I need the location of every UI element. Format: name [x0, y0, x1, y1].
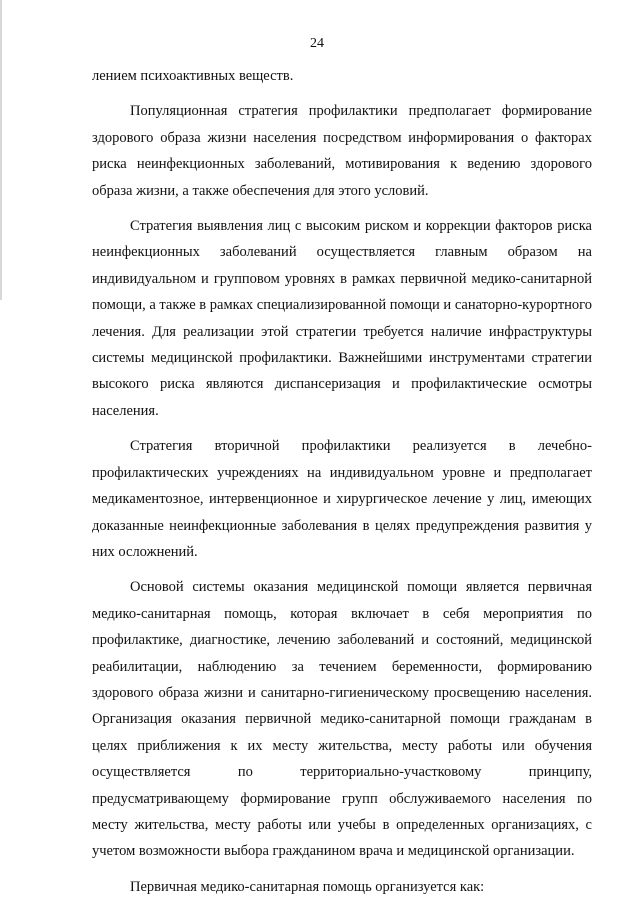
paragraph-population-strategy: Популяционная стратегия профилактики предполагает формирование здорового образа жизни населения посредством информирования о факторах риска неинфекционных заболеваний, мотивирования к ведению здорового образа жизни, а также обеспечения для этого условий.: [92, 103, 592, 199]
page-body: [92, 63, 592, 900]
paragraph-secondary-prevention: Стратегия вторичной профилактики реализуется в лечебно-профилактических учреждениях на индивидуальном уровне и предполагает медикаментозное, интервенционное и хирургическое лечение у лиц, имеющих доказанные неинфекционные заболевания в целях предупреждения развития у них осложнений.: [92, 438, 592, 560]
page-number: 24: [310, 36, 324, 51]
paragraph-continuation: лением психоактивных веществ.: [92, 68, 294, 84]
paragraph-primary-care-organization: Первичная медико-санитарная помощь организуется как:: [130, 878, 485, 895]
paragraph-primary-care: Основой системы оказания медицинской помощи является первичная медико-санитарная помощь, которая включает в себя мероприятия по профилактике, диагностике, лечению заболеваний и состояний, медицинской реабилитации, наблюдению за течением беременности, формированию здорового образа жизни и санитарно-гигиеническому просвещению населения. Организация оказания первичной медико-санитарной помощи гражданам в целях приближения к их месту жительства, месту работы или обучения осуществляется по территориально-участковому принципу, предусматривающему формирование групп обслуживаемого населения по месту жительства, месту работы или учебы в определенных организациях, с учетом возможности выбора гражданином врача и медицинской организации.: [92, 579, 592, 860]
paragraph-high-risk-strategy: Стратегия выявления лиц с высоким риском и коррекции факторов риска неинфекционных заболеваний осуществляется главным образом на индивидуальном и групповом уровнях в рамках первичной медико-санитарной помощи, а также в рамках специализированной помощи и санаторно-курортного лечения. Для реализации этой стратегии требуется наличие инфраструктуры системы медицинской профилактики. Важнейшими инструментами стратегии высокого риска являются диспансеризация и профилактические осмотры населения.: [92, 218, 592, 419]
